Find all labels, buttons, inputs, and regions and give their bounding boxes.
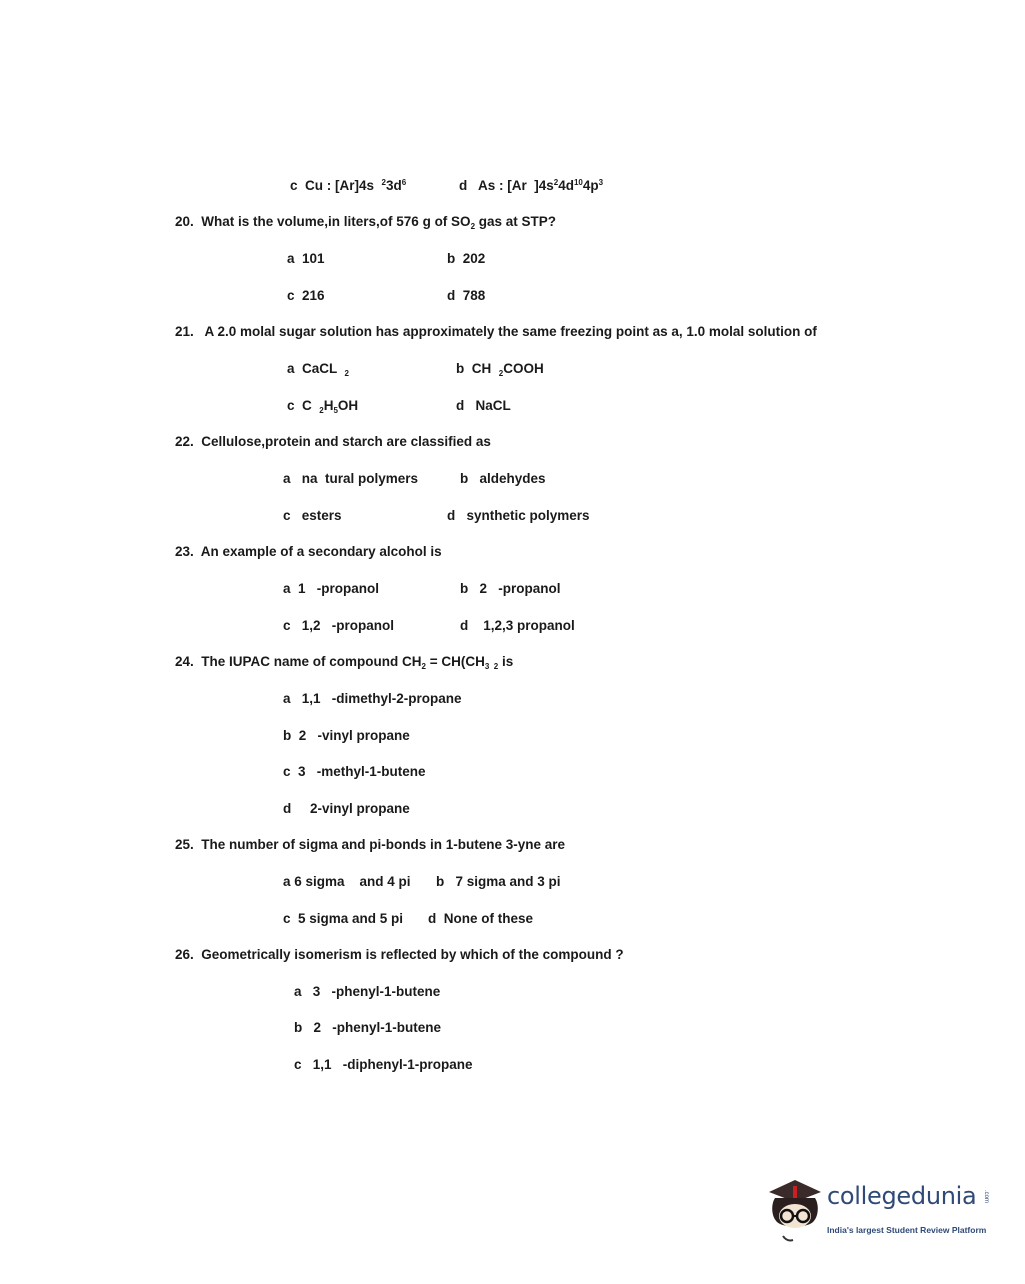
collegedunia-logo: [765, 1176, 995, 1246]
question-24: 24. The IUPAC name of compound $CH_2 = CH(CH_3$ $_2$ is: [175, 654, 514, 671]
q24-option-c: c 3 -methyl-1-butene: [283, 764, 426, 779]
q23-option-c: c 1,2 -propanol: [283, 618, 395, 633]
q23-option-d: d 1,2,3 propanol: [460, 618, 575, 633]
q21-option-a: a CaCL $_2$: [287, 361, 349, 378]
graduate-cap-mascot-icon: [765, 1176, 825, 1246]
q24-option-d: d 2-vinyl propane: [283, 801, 410, 816]
q19-option-d: d As : [Ar ]$4s^24d^{10}4p^3$: [459, 178, 604, 193]
q21-option-c: c C $_2H_5OH$: [287, 398, 359, 415]
logo-dotcom-text: .com: [983, 1190, 989, 1204]
q23-option-b: b 2 -propanol: [460, 581, 561, 596]
logo-tagline: India's largest Student Review Platform: [827, 1225, 987, 1235]
q21-option-b: b CH $_2$COOH: [456, 361, 544, 378]
question-23: 23. An example of a secondary alcohol is: [175, 544, 442, 559]
q25-option-b: b 7 sigma and 3 pi: [436, 874, 561, 889]
question-22: 22. Cellulose,protein and starch are classified as: [175, 434, 491, 449]
q23-option-a: a 1 -propanol: [283, 581, 380, 596]
question-26: 26. Geometrically isomerism is reflected by which of the compound ?: [175, 947, 624, 962]
q22-option-a: a na tural polymers: [283, 471, 419, 486]
q24-option-a: a 1,1 -dimethyl-2-propane: [283, 691, 462, 706]
question-21: 21. A 2.0 molal sugar solution has approximately the same freezing point as a, 1.0 molal solution of: [175, 324, 817, 339]
q20-option-b: b 202: [447, 251, 486, 266]
q24-option-b: b 2 -vinyl propane: [283, 728, 410, 743]
q20-option-d: d 788: [447, 288, 486, 303]
q25-option-a: a 6 sigma and 4 pi: [283, 874, 411, 889]
q20-option-c: c 216: [287, 288, 325, 303]
q19-option-c: c Cu : [Ar]4s $^23d^6$: [290, 178, 407, 193]
q20-option-a: a 101: [287, 251, 325, 266]
q22-option-c: c esters: [283, 508, 342, 523]
logo-brand-text: collegedunia: [827, 1182, 977, 1210]
q25-option-c: c 5 sigma and 5 pi: [283, 911, 404, 926]
q25-option-d: d None of these: [428, 911, 534, 926]
q22-option-b: b aldehydes: [460, 471, 546, 486]
q26-option-c: c 1,1 -diphenyl-1-propane: [294, 1057, 473, 1072]
q21-option-d: d NaCL: [456, 398, 511, 413]
question-20: 20. What is the volume,in liters,of 576 g of $SO_2$ gas at STP?: [175, 214, 557, 231]
q22-option-d: d synthetic polymers: [447, 508, 590, 523]
question-25: 25. The number of sigma and pi-bonds in 1-butene 3-yne are: [175, 837, 566, 852]
q26-option-b: b 2 -phenyl-1-butene: [294, 1020, 442, 1035]
q26-option-a: a 3 -phenyl-1-butene: [294, 984, 441, 999]
